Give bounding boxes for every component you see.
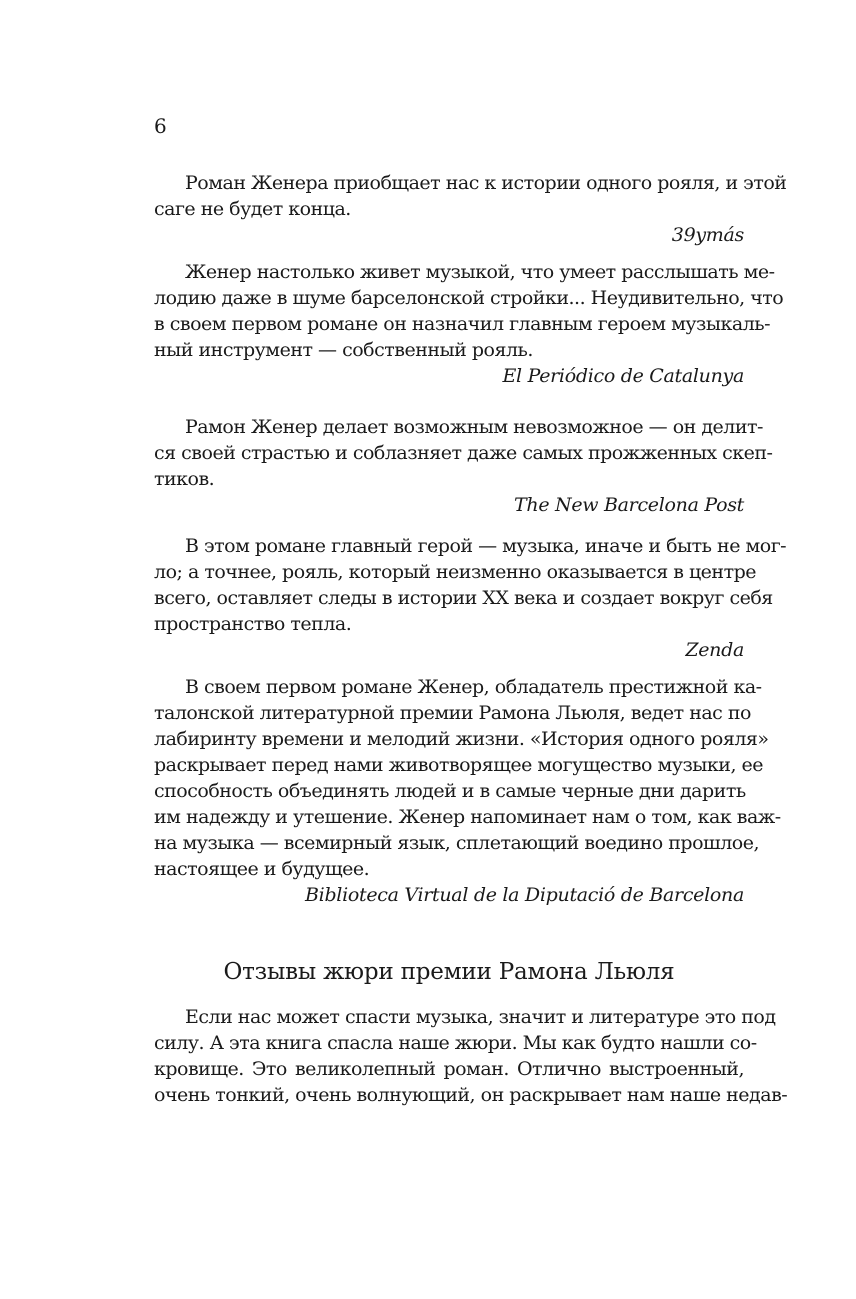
review-source: 39ymás	[671, 224, 744, 246]
review-block	[154, 533, 787, 663]
review-text-line: им надежду и утешение. Женер напоминает нам о том, как важ-	[154, 806, 781, 828]
review-text-line: В своем первом романе Женер, обладатель престижной ка-	[185, 676, 762, 698]
review-text-line: ный инструмент — собственный рояль.	[154, 339, 533, 361]
review-text-line: на музыка — всемирный язык, сплетающий воедино прошлое,	[154, 832, 759, 854]
review-source: Zenda	[685, 639, 744, 661]
review-text-line: всего, оставляет следы в истории XX века и создает вокруг себя	[154, 587, 773, 609]
jury-text-line: силу. А эта книга спасла наше жюри. Мы как будто нашли со-	[154, 1032, 757, 1054]
review-text-line: ло; а точнее, рояль, который неизменно оказывается в центре	[154, 561, 757, 583]
review-block	[154, 674, 781, 908]
review-source: The New Barcelona Post	[514, 494, 744, 516]
review-text-line: саге не будет конца.	[154, 198, 351, 220]
review-text-line: тиков.	[154, 468, 215, 490]
review-source: Biblioteca Virtual de la Diputació de Barcelona	[305, 884, 744, 906]
review-block	[154, 414, 773, 518]
page-number: 6	[154, 114, 167, 138]
section-heading: Отзывы жюри премии Рамона Льюля	[223, 959, 675, 985]
jury-text-line: Если нас может спасти музыка, значит и литературе это под	[185, 1006, 776, 1028]
review-text-line: способность объединять людей и в самые черные дни дарить	[154, 780, 746, 802]
review-text-line: лодию даже в шуме барселонской стройки... Неудивительно, что	[154, 287, 784, 309]
jury-text-line: кровище. Это великолепный роман. Отлично выстроенный,	[154, 1058, 744, 1080]
review-block	[154, 259, 784, 389]
review-block	[154, 170, 787, 248]
review-source: El Periódico de Catalunya	[502, 365, 744, 387]
review-text-line: пространство тепла.	[154, 613, 352, 635]
jury-text-line: очень тонкий, очень волнующий, он раскрывает нам наше недав-	[154, 1084, 788, 1106]
review-text-line: раскрывает перед нами животворящее могущество музыки, ее	[154, 754, 764, 776]
review-text-line: настоящее и будущее.	[154, 858, 370, 880]
review-text-line: в своем первом романе он назначил главным героем музыкаль-	[154, 313, 771, 335]
review-text-line: лабиринту времени и мелодий жизни. «История одного рояля»	[154, 728, 769, 750]
review-text-line: Роман Женера приобщает нас к истории одного рояля, и этой	[185, 172, 787, 194]
jury-review-block	[154, 1004, 788, 1108]
review-text-line: Женер настолько живет музыкой, что умеет расслышать ме-	[185, 261, 775, 283]
review-text-line: ся своей страстью и соблазняет даже самых прожженных скеп-	[154, 442, 773, 464]
review-text-line: В этом романе главный герой — музыка, иначе и быть не мог-	[185, 535, 787, 557]
review-text-line: Рамон Женер делает возможным невозможное — он делит-	[185, 416, 763, 438]
review-text-line: талонской литературной премии Рамона Льюля, ведет нас по	[154, 702, 751, 724]
